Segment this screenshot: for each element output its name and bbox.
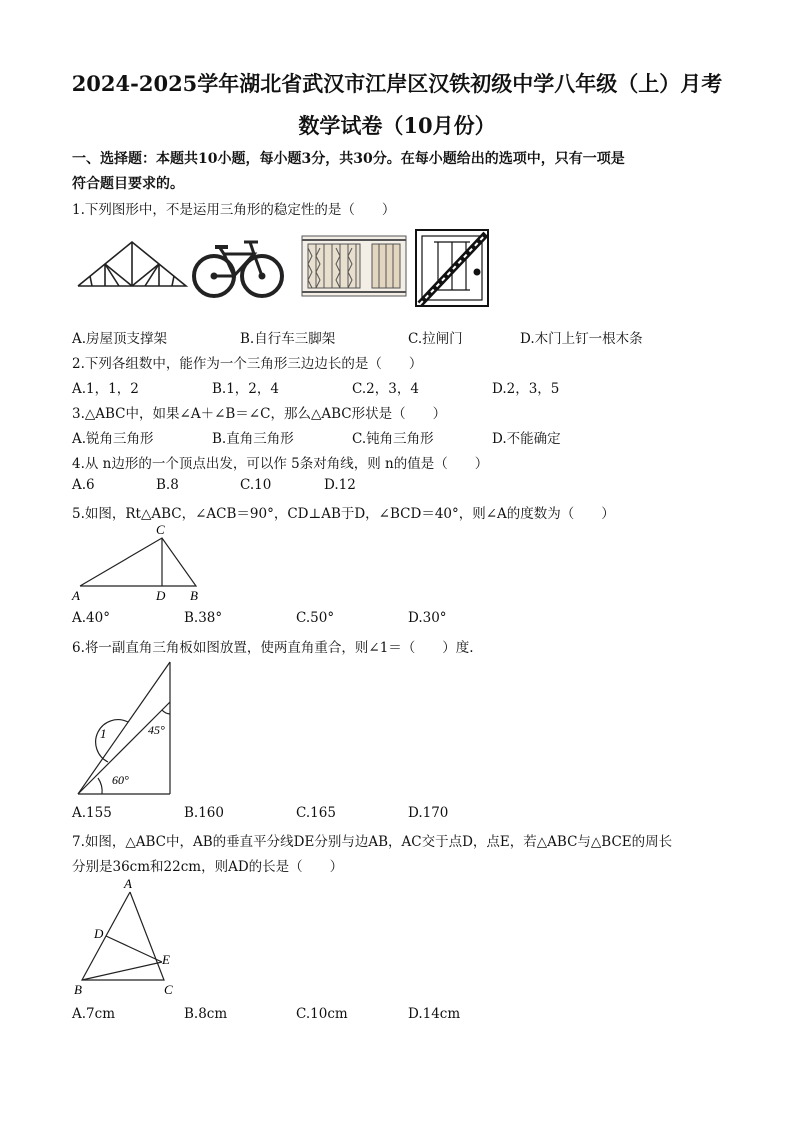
label-e: E (162, 952, 170, 967)
question-2-stem: 2.下列各组数中，能作为一个三角形三边边长的是（ ） (72, 356, 423, 372)
question-7-stem-line2: 分别是36cm和22cm，则AD的长是（ ） (72, 859, 344, 875)
section-heading-line2: 符合题目要求的。 (72, 176, 184, 192)
question-4-option-c[interactable]: C.10 (240, 477, 272, 493)
question-5-option-a[interactable]: A.40° (72, 610, 110, 626)
label-b: B (74, 982, 82, 997)
question-1-stem: 1.下列图形中，不是运用三角形的稳定性的是（ ） (72, 202, 396, 218)
question-2-option-a[interactable]: A.1，1，2 (72, 381, 139, 397)
label-c: C (156, 522, 165, 537)
set-squares-diagram (72, 660, 182, 800)
roof-truss-image (78, 242, 186, 286)
question-7-figure (72, 876, 192, 1004)
angle-45-label: 45° (148, 723, 165, 737)
question-7-option-a[interactable]: A.7cm (72, 1006, 115, 1022)
question-7-option-d[interactable]: D.14cm (408, 1006, 461, 1022)
question-2-option-b[interactable]: B.1，2，4 (212, 381, 279, 397)
label-d: D (94, 926, 104, 941)
section-heading-line1: 一、选择题：本题共10小题，每小题3分，共30分。在每小题给出的选项中，只有一项是 (72, 151, 625, 167)
question-6-stem: 6.将一副直角三角板如图放置，使两直角重合，则∠1＝（ ）度. (72, 640, 474, 656)
exam-title-line2: 数学试卷（10月份） (298, 113, 496, 138)
question-3-option-a[interactable]: A.锐角三角形 (72, 431, 154, 447)
question-1-figure-strip (74, 228, 494, 308)
question-6-option-c[interactable]: C.165 (296, 805, 336, 821)
label-d: D (156, 588, 166, 603)
question-3-option-c[interactable]: C.钝角三角形 (352, 431, 434, 447)
question-3-stem: 3.△ABC中，如果∠A＋∠B＝∠C，那么△ABC形状是（ ） (72, 406, 447, 422)
right-triangle-altitude-diagram (70, 522, 220, 604)
question-4-option-d[interactable]: D.12 (324, 477, 356, 493)
label-a: A (124, 876, 132, 891)
question-6-figure (72, 660, 182, 804)
label-b: B (190, 588, 198, 603)
question-2-option-c[interactable]: C.2，3，4 (352, 381, 419, 397)
question-5-figure (70, 522, 220, 608)
label-a: A (72, 588, 80, 603)
angle-1-label: 1 (100, 726, 107, 741)
question-7-stem-line1: 7.如图，△ABC中，AB的垂直平分线DE分别与边AB，AC交于点D，点E，若△ABC与△BCE的周长 (72, 834, 673, 850)
question-2-option-d[interactable]: D.2，3，5 (492, 381, 560, 397)
bicycle-image (194, 242, 282, 296)
label-c: C (164, 982, 173, 997)
question-6-option-b[interactable]: B.160 (184, 805, 224, 821)
question-4-option-b[interactable]: B.8 (156, 477, 179, 493)
wooden-door-image (416, 230, 488, 306)
question-6-option-a[interactable]: A.155 (72, 805, 112, 821)
angle-60-label: 60° (112, 773, 129, 787)
folding-gate-image (302, 236, 406, 296)
question-3-option-b[interactable]: B.直角三角形 (212, 431, 294, 447)
question-5-option-d[interactable]: D.30° (408, 610, 447, 626)
question-1-option-c[interactable]: C.拉闸门 (408, 331, 463, 347)
question-7-option-c[interactable]: C.10cm (296, 1006, 348, 1022)
question-4-option-a[interactable]: A.6 (72, 477, 95, 493)
exam-title-line1: 2024-2025学年湖北省武汉市江岸区汉铁初级中学八年级（上）月考 (71, 71, 723, 96)
question-1-option-a[interactable]: A.房屋顶支撑架 (72, 331, 168, 347)
question-5-stem: 5.如图，Rt△ABC，∠ACB＝90°，CD⊥AB于D，∠BCD＝40°，则∠A的度数为（ ） (72, 506, 615, 522)
question-4-stem: 4.从 n边形的一个顶点出发，可以作 5条对角线，则 n的值是（ ） (72, 456, 489, 472)
question-6-option-d[interactable]: D.170 (408, 805, 449, 821)
question-1-option-b[interactable]: B.自行车三脚架 (240, 331, 336, 347)
question-3-option-d[interactable]: D.不能确定 (492, 431, 561, 447)
question-1-option-d[interactable]: D.木门上钉一根木条 (520, 331, 643, 347)
question-1-figures (74, 228, 494, 312)
question-5-option-b[interactable]: B.38° (184, 610, 223, 626)
question-7-option-b[interactable]: B.8cm (184, 1006, 228, 1022)
question-5-option-c[interactable]: C.50° (296, 610, 335, 626)
perpendicular-bisector-diagram (72, 876, 192, 1000)
